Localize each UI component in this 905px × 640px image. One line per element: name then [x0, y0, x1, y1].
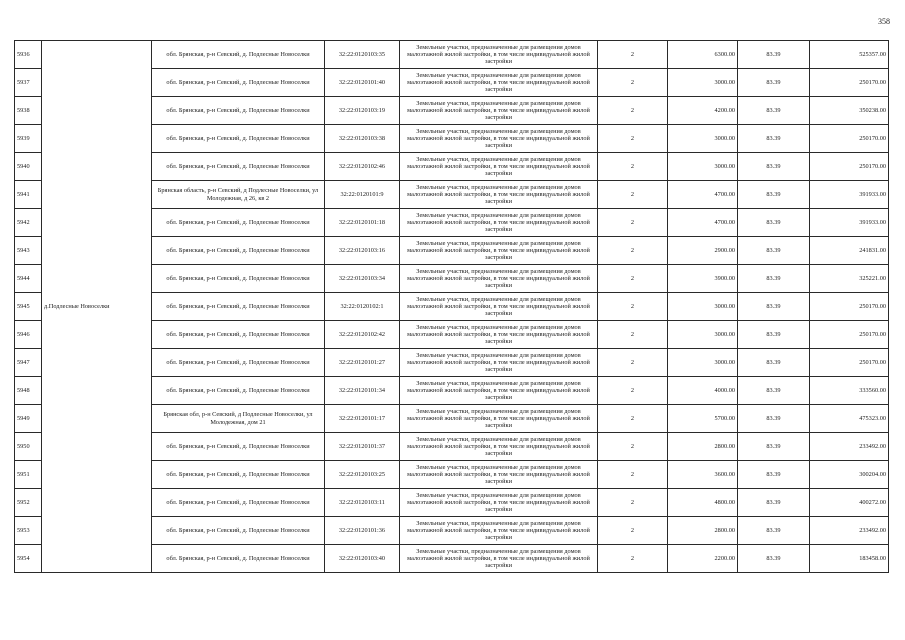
area-cell: 3000.00	[668, 125, 738, 153]
cadastral-number-cell: 32:22:0120101:9	[325, 181, 400, 209]
address-cell: Брянская обл, р-н Севский, д Подлесные Новоселки, ул Молодежная, дом 21	[152, 405, 325, 433]
area-cell: 4700.00	[668, 209, 738, 237]
row-number: 5945	[15, 293, 42, 321]
cadastral-number-cell: 32:22:0120101:40	[325, 69, 400, 97]
row-number: 5937	[15, 69, 42, 97]
land-use-cell: Земельные участки, предназначенные для размещения домов малоэтажной жилой застройки, в том числе индивидуальной жилой застройки	[400, 209, 598, 237]
address-cell: обл. Брянская, р-н Севский, д. Подлесные Новоселки	[152, 265, 325, 293]
address-cell: обл. Брянская, р-н Севский, д. Подлесные Новоселки	[152, 377, 325, 405]
cadastral-number-cell: 32:22:0120103:19	[325, 97, 400, 125]
row-number: 5942	[15, 209, 42, 237]
area-cell: 3600.00	[668, 461, 738, 489]
address-cell: обл. Брянская, р-н Севский, д. Подлесные Новоселки	[152, 349, 325, 377]
cadastral-value-cell: 250170.00	[810, 125, 889, 153]
area-cell: 6300.00	[668, 41, 738, 69]
cadastral-number-cell: 32:22:0120103:35	[325, 41, 400, 69]
specific-value-cell: 83.39	[738, 517, 810, 545]
area-cell: 4200.00	[668, 97, 738, 125]
group-cell: 2	[598, 321, 668, 349]
specific-value-cell: 83.39	[738, 265, 810, 293]
cadastral-value-cell: 241831.00	[810, 237, 889, 265]
cadastral-number-cell: 32:22:0120101:34	[325, 377, 400, 405]
address-cell: обл. Брянская, р-н Севский, д. Подлесные Новоселки	[152, 125, 325, 153]
address-cell: обл. Брянская, р-н Севский, д. Подлесные Новоселки	[152, 517, 325, 545]
area-cell: 2200.00	[668, 545, 738, 573]
specific-value-cell: 83.39	[738, 405, 810, 433]
table-body	[15, 41, 889, 573]
specific-value-cell: 83.39	[738, 349, 810, 377]
land-use-cell: Земельные участки, предназначенные для размещения домов малоэтажной жилой застройки, в том числе индивидуальной жилой застройки	[400, 545, 598, 573]
group-cell: 2	[598, 405, 668, 433]
row-number: 5952	[15, 489, 42, 517]
cadastral-number-cell: 32:22:0120101:37	[325, 433, 400, 461]
cadastral-number-cell: 32:22:0120103:11	[325, 489, 400, 517]
cadastral-number-cell: 32:22:0120101:36	[325, 517, 400, 545]
address-cell: обл. Брянская, р-н Севский, д. Подлесные Новоселки	[152, 69, 325, 97]
group-cell: 2	[598, 349, 668, 377]
specific-value-cell: 83.39	[738, 489, 810, 517]
area-cell: 2800.00	[668, 517, 738, 545]
specific-value-cell: 83.39	[738, 41, 810, 69]
land-use-cell: Земельные участки, предназначенные для размещения домов малоэтажной жилой застройки, в том числе индивидуальной жилой застройки	[400, 433, 598, 461]
row-number: 5940	[15, 153, 42, 181]
cadastral-value-cell: 391933.00	[810, 181, 889, 209]
row-number: 5936	[15, 41, 42, 69]
group-cell: 2	[598, 181, 668, 209]
row-number: 5946	[15, 321, 42, 349]
row-number: 5939	[15, 125, 42, 153]
row-number: 5947	[15, 349, 42, 377]
row-number: 5954	[15, 545, 42, 573]
group-cell: 2	[598, 377, 668, 405]
land-use-cell: Земельные участки, предназначенные для размещения домов малоэтажной жилой застройки, в том числе индивидуальной жилой застройки	[400, 237, 598, 265]
land-use-cell: Земельные участки, предназначенные для размещения домов малоэтажной жилой застройки, в том числе индивидуальной жилой застройки	[400, 125, 598, 153]
cadastral-value-cell: 325221.00	[810, 265, 889, 293]
cadastral-value-cell: 250170.00	[810, 321, 889, 349]
land-use-cell: Земельные участки, предназначенные для размещения домов малоэтажной жилой застройки, в том числе индивидуальной жилой застройки	[400, 293, 598, 321]
cadastral-value-cell: 233492.00	[810, 517, 889, 545]
cadastral-value-cell: 333560.00	[810, 377, 889, 405]
address-cell: обл. Брянская, р-н Севский, д. Подлесные Новоселки	[152, 433, 325, 461]
row-number: 5938	[15, 97, 42, 125]
cadastral-value-cell: 250170.00	[810, 349, 889, 377]
cadastral-value-cell: 183458.00	[810, 545, 889, 573]
land-use-cell: Земельные участки, предназначенные для размещения домов малоэтажной жилой застройки, в том числе индивидуальной жилой застройки	[400, 153, 598, 181]
area-cell: 4700.00	[668, 181, 738, 209]
land-use-cell: Земельные участки, предназначенные для размещения домов малоэтажной жилой застройки, в том числе индивидуальной жилой застройки	[400, 41, 598, 69]
address-cell: обл. Брянская, р-н Севский, д. Подлесные Новоселки	[152, 489, 325, 517]
land-use-cell: Земельные участки, предназначенные для размещения домов малоэтажной жилой застройки, в том числе индивидуальной жилой застройки	[400, 405, 598, 433]
area-cell: 4000.00	[668, 377, 738, 405]
land-use-cell: Земельные участки, предназначенные для размещения домов малоэтажной жилой застройки, в том числе индивидуальной жилой застройки	[400, 349, 598, 377]
land-use-cell: Земельные участки, предназначенные для размещения домов малоэтажной жилой застройки, в том числе индивидуальной жилой застройки	[400, 377, 598, 405]
specific-value-cell: 83.39	[738, 69, 810, 97]
group-cell: 2	[598, 125, 668, 153]
area-cell: 3000.00	[668, 349, 738, 377]
address-cell: обл. Брянская, р-н Севский, д. Подлесные Новоселки	[152, 153, 325, 181]
specific-value-cell: 83.39	[738, 181, 810, 209]
group-cell: 2	[598, 489, 668, 517]
group-cell: 2	[598, 461, 668, 489]
cadastral-number-cell: 32:22:0120101:27	[325, 349, 400, 377]
group-cell: 2	[598, 41, 668, 69]
cadastral-value-cell: 391933.00	[810, 209, 889, 237]
specific-value-cell: 83.39	[738, 377, 810, 405]
land-use-cell: Земельные участки, предназначенные для размещения домов малоэтажной жилой застройки, в том числе индивидуальной жилой застройки	[400, 321, 598, 349]
cadastral-number-cell: 32:22:0120103:38	[325, 125, 400, 153]
area-cell: 3000.00	[668, 321, 738, 349]
area-cell: 3900.00	[668, 265, 738, 293]
settlement-name: д.Подлесные Новоселки	[42, 41, 152, 573]
cadastral-value-cell: 300204.00	[810, 461, 889, 489]
land-use-cell: Земельные участки, предназначенные для размещения домов малоэтажной жилой застройки, в том числе индивидуальной жилой застройки	[400, 461, 598, 489]
cadastral-value-cell: 350238.00	[810, 97, 889, 125]
address-cell: обл. Брянская, р-н Севский, д. Подлесные Новоселки	[152, 209, 325, 237]
address-cell: обл. Брянская, р-н Севский, д. Подлесные Новоселки	[152, 293, 325, 321]
land-use-cell: Земельные участки, предназначенные для размещения домов малоэтажной жилой застройки, в том числе индивидуальной жилой застройки	[400, 265, 598, 293]
group-cell: 2	[598, 209, 668, 237]
area-cell: 2900.00	[668, 237, 738, 265]
area-cell: 5700.00	[668, 405, 738, 433]
cadastral-value-table	[14, 40, 889, 573]
group-cell: 2	[598, 97, 668, 125]
land-use-cell: Земельные участки, предназначенные для размещения домов малоэтажной жилой застройки, в том числе индивидуальной жилой застройки	[400, 97, 598, 125]
specific-value-cell: 83.39	[738, 153, 810, 181]
address-cell: обл. Брянская, р-н Севский, д. Подлесные Новоселки	[152, 41, 325, 69]
row-number: 5944	[15, 265, 42, 293]
cadastral-value-cell: 475323.00	[810, 405, 889, 433]
group-cell: 2	[598, 265, 668, 293]
address-cell: обл. Брянская, р-н Севский, д. Подлесные Новоселки	[152, 461, 325, 489]
row-number: 5953	[15, 517, 42, 545]
specific-value-cell: 83.39	[738, 293, 810, 321]
table-row	[15, 41, 889, 69]
cadastral-number-cell: 32:22:0120102:46	[325, 153, 400, 181]
specific-value-cell: 83.39	[738, 461, 810, 489]
group-cell: 2	[598, 517, 668, 545]
specific-value-cell: 83.39	[738, 125, 810, 153]
area-cell: 4800.00	[668, 489, 738, 517]
row-number: 5951	[15, 461, 42, 489]
address-cell: обл. Брянская, р-н Севский, д. Подлесные Новоселки	[152, 97, 325, 125]
address-cell: Брянская область, р-н Севский, д Подлесные Новоселки, ул Молодежная, д 26, кв 2	[152, 181, 325, 209]
land-use-cell: Земельные участки, предназначенные для размещения домов малоэтажной жилой застройки, в том числе индивидуальной жилой застройки	[400, 181, 598, 209]
row-number: 5949	[15, 405, 42, 433]
cadastral-value-cell: 525357.00	[810, 41, 889, 69]
row-number: 5943	[15, 237, 42, 265]
cadastral-value-cell: 250170.00	[810, 293, 889, 321]
cadastral-value-cell: 233492.00	[810, 433, 889, 461]
cadastral-number-cell: 32:22:0120103:34	[325, 265, 400, 293]
cadastral-number-cell: 32:22:0120102:42	[325, 321, 400, 349]
specific-value-cell: 83.39	[738, 97, 810, 125]
cadastral-number-cell: 32:22:0120101:17	[325, 405, 400, 433]
area-cell: 3000.00	[668, 153, 738, 181]
group-cell: 2	[598, 293, 668, 321]
group-cell: 2	[598, 153, 668, 181]
area-cell: 3000.00	[668, 293, 738, 321]
land-use-cell: Земельные участки, предназначенные для размещения домов малоэтажной жилой застройки, в том числе индивидуальной жилой застройки	[400, 69, 598, 97]
cadastral-number-cell: 32:22:0120101:18	[325, 209, 400, 237]
cadastral-number-cell: 32:22:0120103:16	[325, 237, 400, 265]
address-cell: обл. Брянская, р-н Севский, д. Подлесные Новоселки	[152, 545, 325, 573]
cadastral-value-cell: 400272.00	[810, 489, 889, 517]
area-cell: 2800.00	[668, 433, 738, 461]
group-cell: 2	[598, 433, 668, 461]
cadastral-value-cell: 250170.00	[810, 69, 889, 97]
cadastral-number-cell: 32:22:0120102:1	[325, 293, 400, 321]
address-cell: обл. Брянская, р-н Севский, д. Подлесные Новоселки	[152, 321, 325, 349]
land-use-cell: Земельные участки, предназначенные для размещения домов малоэтажной жилой застройки, в том числе индивидуальной жилой застройки	[400, 517, 598, 545]
row-number: 5950	[15, 433, 42, 461]
cadastral-value-cell: 250170.00	[810, 153, 889, 181]
specific-value-cell: 83.39	[738, 237, 810, 265]
specific-value-cell: 83.39	[738, 209, 810, 237]
address-cell: обл. Брянская, р-н Севский, д. Подлесные Новоселки	[152, 237, 325, 265]
cadastral-number-cell: 32:22:0120103:25	[325, 461, 400, 489]
cadastral-number-cell: 32:22:0120103:40	[325, 545, 400, 573]
specific-value-cell: 83.39	[738, 545, 810, 573]
group-cell: 2	[598, 545, 668, 573]
land-use-cell: Земельные участки, предназначенные для размещения домов малоэтажной жилой застройки, в том числе индивидуальной жилой застройки	[400, 489, 598, 517]
page-number: 358	[878, 17, 890, 26]
group-cell: 2	[598, 69, 668, 97]
row-number: 5948	[15, 377, 42, 405]
group-cell: 2	[598, 237, 668, 265]
row-number: 5941	[15, 181, 42, 209]
area-cell: 3000.00	[668, 69, 738, 97]
specific-value-cell: 83.39	[738, 321, 810, 349]
specific-value-cell: 83.39	[738, 433, 810, 461]
